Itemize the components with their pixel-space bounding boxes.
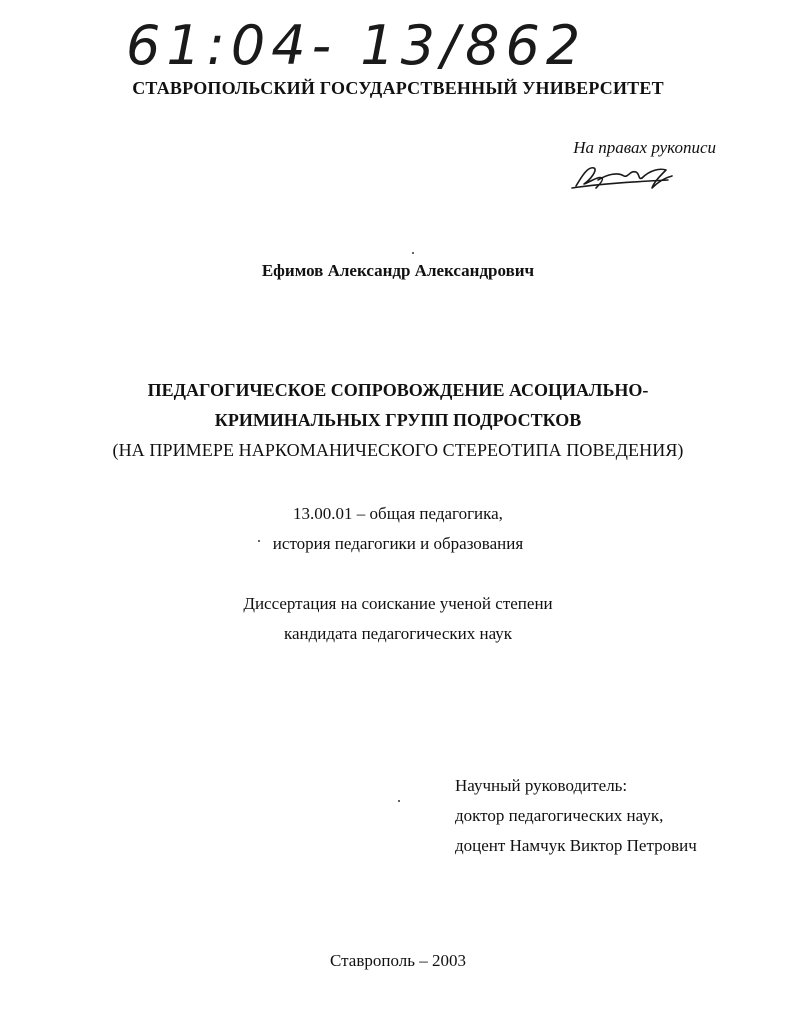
specialty-code: 13.00.01 – общая педагогика,: [293, 504, 503, 523]
degree-statement-line-2: кандидата педагогических наук: [283, 624, 513, 643]
city-and-year: Ставрополь – 2003: [330, 951, 466, 970]
university-name: СТАВРОПОЛЬСКИЙ ГОСУДАРСТВЕННЫЙ УНИВЕРСИТЕТ: [132, 78, 664, 98]
svg-text:61:04- 13/862: 61:04- 13/862: [126, 14, 587, 77]
dissertation-title-line-1: ПЕДАГОГИЧЕСКОЕ СОПРОВОЖДЕНИЕ АСОЦИАЛЬНО-: [147, 380, 649, 400]
dissertation-title-line-2: КРИМИНАЛЬНЫХ ГРУПП ПОДРОСТКОВ: [214, 410, 582, 430]
scan-speck: [398, 800, 400, 802]
advisor-degree: доктор педагогических наук,: [455, 806, 664, 825]
dissertation-subtitle: (НА ПРИМЕРЕ НАРКОМАНИЧЕСКОГО СТЕРЕОТИПА ПОВЕДЕНИЯ): [112, 440, 684, 460]
manuscript-rights-label: На правах рукописи: [573, 138, 716, 157]
advisor-label: Научный руководитель:: [455, 776, 628, 795]
specialty-name: история педагогики и образования: [272, 534, 524, 553]
degree-statement-line-1: Диссертация на соискание ученой степени: [243, 594, 553, 613]
author-name: Ефимов Александр Александрович: [261, 261, 535, 280]
handwritten-signature: [568, 158, 678, 194]
scan-speck: [258, 540, 260, 542]
scan-speck: [412, 252, 414, 254]
handwritten-archive-number: [120, 8, 587, 78]
advisor-name: доцент Намчук Виктор Петрович: [455, 836, 697, 855]
